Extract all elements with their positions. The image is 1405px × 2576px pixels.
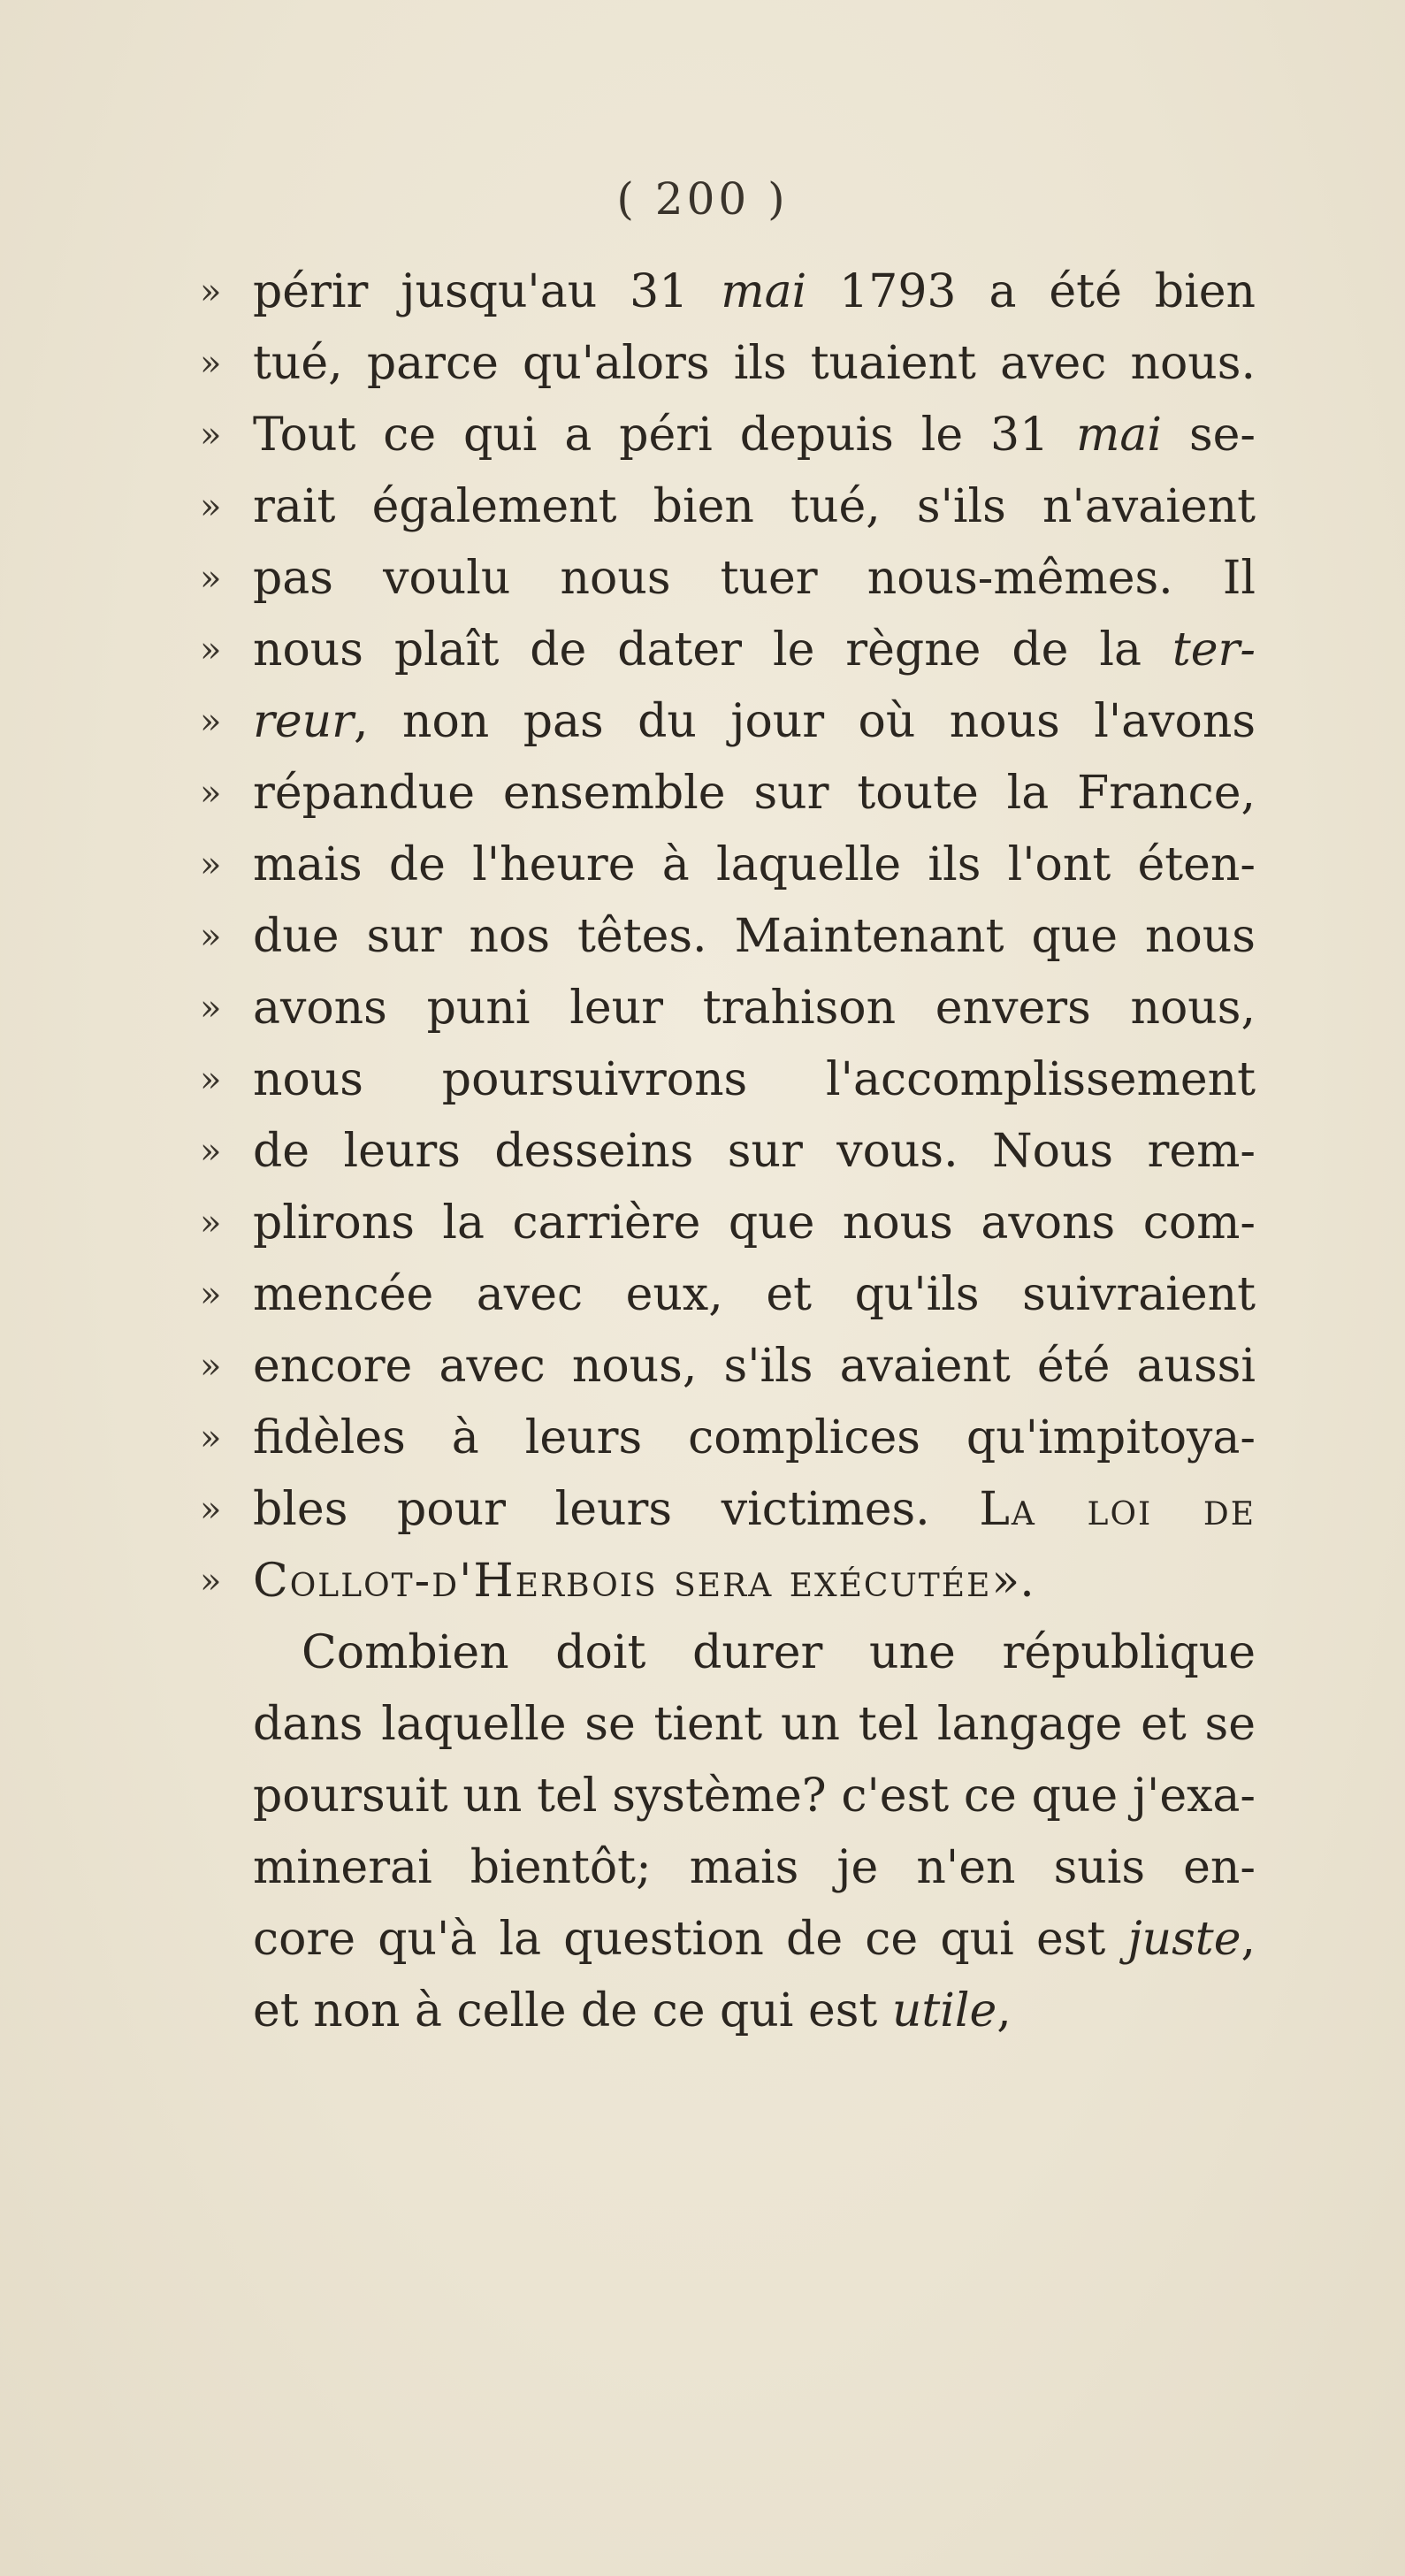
quoted-text-em: reur (253, 695, 354, 748)
quoted-line (200, 400, 1256, 471)
quoted-line (200, 1546, 1256, 1617)
quoted-text-pre: nous plaît de dater le règne de la (253, 623, 1172, 676)
quoted-text-pre: encore avec nous, s'ils avaient été aussi (253, 1340, 1256, 1393)
quoted-passage (200, 256, 1256, 1617)
prose-line (253, 1617, 1256, 1689)
prose-paragraph (253, 1617, 1256, 2047)
quote-mark: » (200, 271, 222, 312)
prose-line (253, 1761, 1256, 1832)
prose-line (253, 1976, 1256, 2047)
quoted-line (200, 901, 1256, 973)
prose-text-pre: minerai bientôt; mais je n'en suis en- (253, 1841, 1256, 1894)
quoted-line (200, 1474, 1256, 1546)
quoted-text-pre: avons puni leur trahison envers nous, (253, 982, 1256, 1035)
prose-text-pre: Combien doit durer une république (302, 1626, 1256, 1679)
quote-mark: » (200, 415, 222, 455)
prose-text-post: , (1241, 1913, 1256, 1966)
quoted-text-pre: tué, parce qu'alors ils tuaient avec nous. (253, 337, 1256, 390)
quoted-line (200, 1403, 1256, 1474)
quoted-text-pre: rait également bien tué, s'ils n'avaient (253, 480, 1256, 533)
text-block (200, 256, 1256, 2047)
quoted-text-pre: plirons la carrière que nous avons com- (253, 1196, 1256, 1250)
quoted-text-em: mai (721, 265, 807, 318)
quoted-text-pre: périr jusqu'au 31 (253, 265, 722, 318)
prose-text-pre: core qu'à la question de ce qui est (253, 1913, 1128, 1966)
quoted-text-post: 1793 a été bien (806, 265, 1256, 318)
quoted-line (200, 328, 1256, 400)
quote-mark: » (200, 1059, 222, 1100)
quoted-line (200, 543, 1256, 615)
quote-mark: » (200, 1131, 222, 1172)
quote-mark: » (200, 630, 222, 670)
quote-mark: » (200, 773, 222, 814)
quoted-line (200, 758, 1256, 829)
quoted-line (200, 1116, 1256, 1188)
quoted-line (200, 1188, 1256, 1259)
quoted-text-sc: Collot-d'Herbois sera exécutée (253, 1555, 992, 1608)
prose-text-post: , (996, 1984, 1012, 2037)
quoted-line (200, 1259, 1256, 1331)
quoted-line (200, 615, 1256, 686)
quoted-text-pre: pas voulu nous tuer nous-mêmes. Il (253, 552, 1256, 605)
quote-mark: » (200, 486, 222, 527)
quoted-line (200, 829, 1256, 901)
quoted-text-pre: fidèles à leurs complices qu'impitoya- (253, 1411, 1256, 1464)
quote-mark: » (200, 1346, 222, 1387)
prose-line (253, 1904, 1256, 1976)
quoted-text-pre: mais de l'heure à laquelle ils l'ont éten- (253, 838, 1256, 891)
quoted-text-pre: Tout ce qui a péri depuis le 31 (253, 409, 1077, 462)
quoted-line (200, 256, 1256, 328)
quote-mark: » (200, 701, 222, 742)
quote-mark: » (200, 558, 222, 599)
prose-line (253, 1689, 1256, 1761)
quoted-text-em: ter- (1172, 623, 1256, 676)
prose-text-em: juste (1127, 1913, 1241, 1966)
quoted-text-pre: nous poursuivrons l'accomplissement (253, 1053, 1256, 1106)
quote-mark: » (200, 988, 222, 1028)
quoted-text-pre: répandue ensemble sur toute la France, (253, 767, 1256, 820)
quoted-line (200, 973, 1256, 1044)
prose-text-pre: et non à celle de ce qui est (253, 1984, 892, 2037)
quote-mark: » (200, 1561, 222, 1601)
quoted-text-sc: La loi de (979, 1483, 1256, 1536)
quoted-text-pre: de leurs desseins sur vous. Nous rem- (253, 1125, 1256, 1178)
quote-mark: » (200, 916, 222, 957)
quote-mark: » (200, 1203, 222, 1243)
quoted-line (200, 1331, 1256, 1403)
quote-mark: » (200, 1489, 222, 1530)
quoted-text-pre: bles pour leurs victimes. (253, 1483, 980, 1536)
quoted-text-post: , non pas du jour où nous l'avons (353, 695, 1256, 748)
quoted-text-em: mai (1076, 409, 1163, 462)
quoted-text-post: se- (1162, 409, 1256, 462)
prose-text-pre: poursuit un tel système? c'est ce que j'exa- (253, 1770, 1256, 1823)
quote-mark: » (200, 1274, 222, 1315)
prose-line (253, 1832, 1256, 1904)
quoted-text-pre: due sur nos têtes. Maintenant que nous (253, 910, 1256, 963)
quote-mark: » (200, 845, 222, 885)
quoted-text-pre: mencée avec eux, et qu'ils suivraient (253, 1268, 1256, 1321)
prose-text-pre: dans laquelle se tient un tel langage et se (253, 1698, 1256, 1751)
prose-text-em: utile (891, 1984, 997, 2037)
quoted-line (200, 471, 1256, 543)
quoted-line (200, 1044, 1256, 1116)
quote-mark: » (200, 1418, 222, 1458)
quoted-text-post: ». (991, 1555, 1035, 1608)
quote-mark: » (200, 343, 222, 384)
page-number: ( 200 ) (616, 173, 789, 225)
quoted-line (200, 686, 1256, 758)
